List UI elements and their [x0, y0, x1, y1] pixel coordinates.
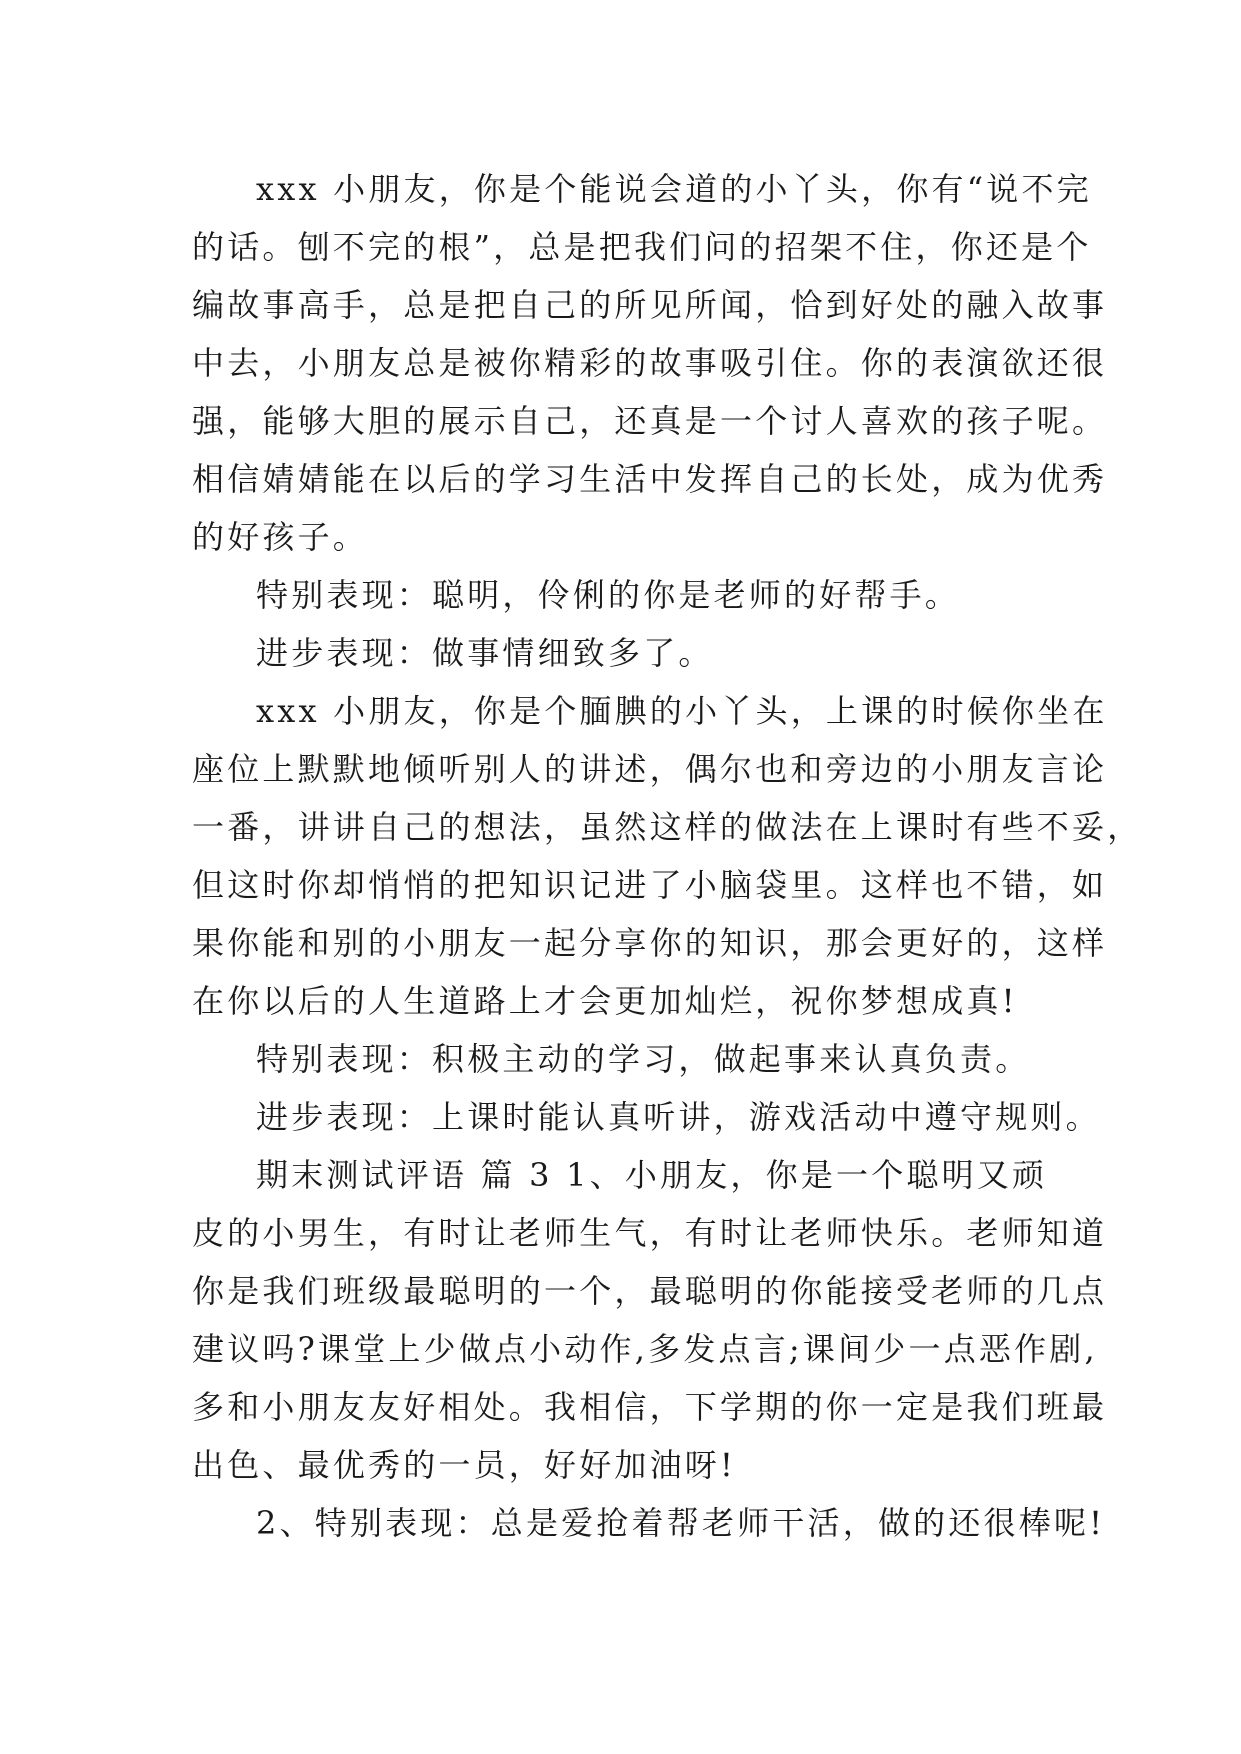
paragraph-3-line: 多和小朋友友好相处。我相信，下学期的你一定是我们班最 — [192, 1388, 1108, 1426]
section-heading-line: 期末测试评语 篇 3 1、小朋友，你是一个聪明又顽 — [256, 1156, 1048, 1194]
paragraph-2-line: 果你能和别的小朋友一起分享你的知识，那会更好的，这样 — [192, 924, 1108, 962]
paragraph-3-line: 皮的小男生，有时让老师生气，有时让老师快乐。老师知道 — [192, 1214, 1108, 1252]
paragraph-3-line: 出色、最优秀的一员，好好加油呀! — [192, 1446, 737, 1484]
paragraph-3-line: 建议吗?课堂上少做点小动作,多发点言;课间少一点恶作剧, — [192, 1330, 1098, 1368]
paragraph-1-line: 强，能够大胆的展示自己，还真是一个讨人喜欢的孩子呢。 — [192, 402, 1108, 440]
paragraph-2-line: 但这时你却悄悄的把知识记进了小脑袋里。这样也不错，如 — [192, 866, 1108, 904]
progress-performance-2: 进步表现：上课时能认真听讲，游戏活动中遵守规则。 — [256, 1098, 1101, 1136]
special-performance-3: 2、特别表现：总是爱抢着帮老师干活，做的还很棒呢! — [256, 1504, 1106, 1542]
paragraph-2-line: 在你以后的人生道路上才会更加灿烂，祝你梦想成真! — [192, 982, 1018, 1020]
paragraph-1-line: 的话。刨不完的根”，总是把我们问的招架不住，你还是个 — [192, 228, 1092, 266]
paragraph-1-line: 编故事高手，总是把自己的所见所闻，恰到好处的融入故事 — [192, 286, 1108, 324]
paragraph-1-line: 中去，小朋友总是被你精彩的故事吸引住。你的表演欲还很 — [192, 344, 1108, 382]
paragraph-1-line: 的好孩子。 — [192, 518, 369, 556]
paragraph-1-line: xxx 小朋友，你是个能说会道的小丫头，你有“说不完 — [256, 170, 1092, 208]
paragraph-2-line: 一番，讲讲自己的想法，虽然这样的做法在上课时有些不妥， — [192, 808, 1143, 846]
paragraph-2-line: 座位上默默地倾听别人的讲述，偶尔也和旁边的小朋友言论 — [192, 750, 1108, 788]
document-body — [192, 160, 1143, 1552]
paragraph-2-line: xxx 小朋友，你是个腼腆的小丫头，上课的时候你坐在 — [256, 692, 1108, 730]
paragraph-3-line: 你是我们班级最聪明的一个，最聪明的你能接受老师的几点 — [192, 1272, 1108, 1310]
special-performance-2: 特别表现：积极主动的学习，做起事来认真负责。 — [256, 1040, 1031, 1078]
special-performance-1: 特别表现：聪明，伶俐的你是老师的好帮手。 — [256, 576, 961, 614]
progress-performance-1: 进步表现：做事情细致多了。 — [256, 634, 714, 672]
paragraph-1-line: 相信婧婧能在以后的学习生活中发挥自己的长处，成为优秀 — [192, 460, 1108, 498]
